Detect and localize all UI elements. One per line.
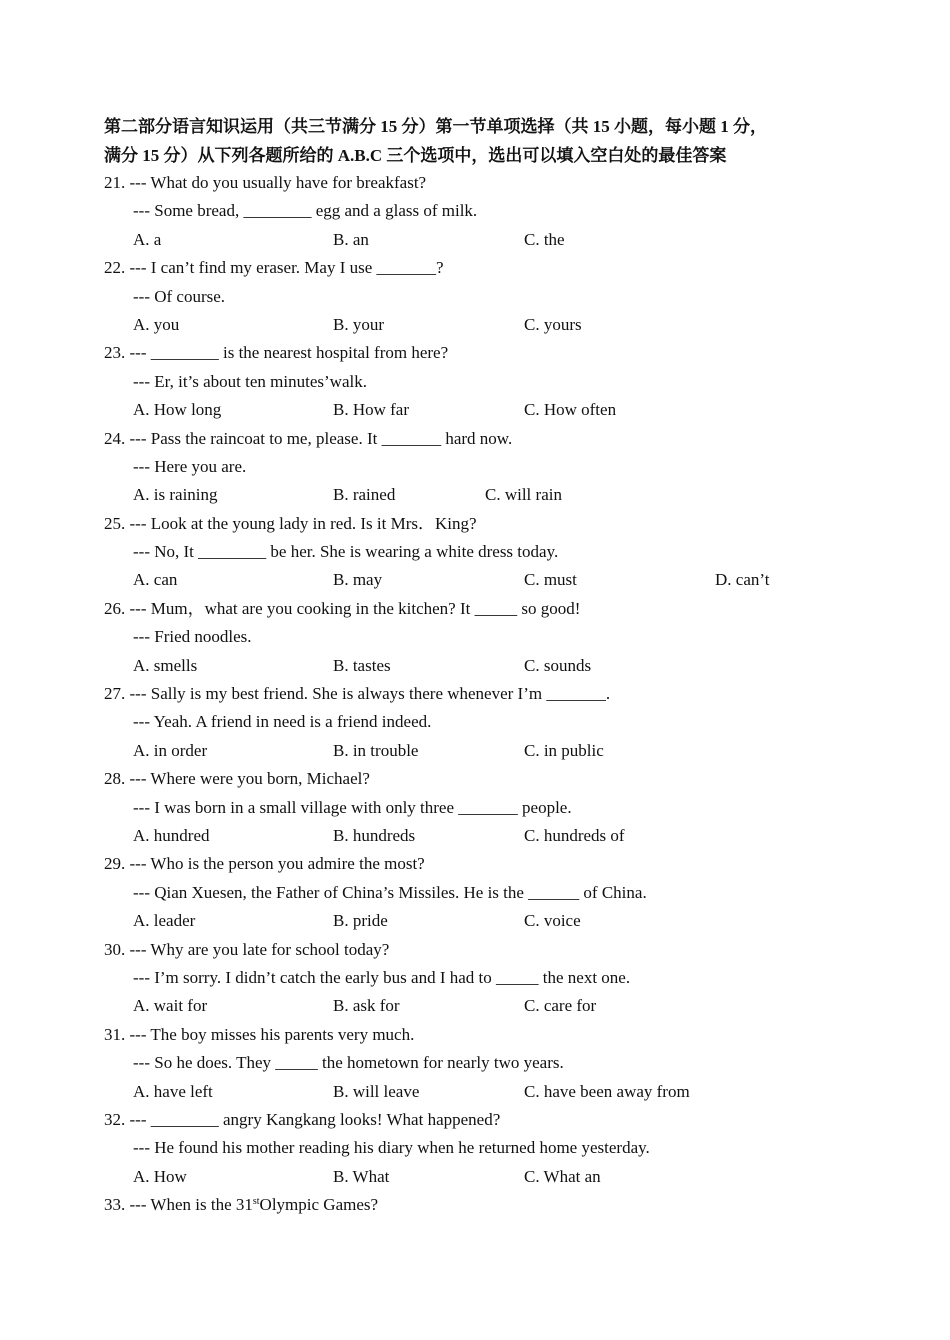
question-31-options [104, 1078, 904, 1106]
question-text: --- ________ angry Kangkang looks! What happened? [129, 1109, 501, 1129]
option-a: A. How long [133, 400, 222, 420]
option-a: A. in order [133, 740, 208, 760]
question-text: --- Look at the young lady in red. Is it Mrs．King? [129, 513, 477, 533]
question-number: 21. [104, 173, 126, 192]
option-b: B. pride [333, 911, 388, 931]
option-a: A. smells [133, 655, 198, 675]
question-23 [104, 339, 904, 367]
question-24-options [104, 481, 904, 509]
question-22 [104, 254, 904, 282]
question-27 [104, 680, 904, 708]
question-25-reply: --- No, It ________ be her. She is wearing a white dress today. [133, 542, 559, 562]
option-c: C. in public [524, 740, 604, 760]
question-31 [104, 1021, 904, 1049]
option-c: C. hundreds of [524, 825, 625, 845]
question-text: --- ________ is the nearest hospital from here? [129, 343, 449, 363]
ordinal-suffix: st [252, 1196, 260, 1208]
question-21-reply: --- Some bread, ________ egg and a glass of milk. [133, 201, 478, 221]
question-29 [104, 850, 904, 878]
question-28-reply: --- I was born in a small village with only three _______ people. [133, 797, 572, 817]
option-b: B. How far [333, 400, 410, 420]
question-27-reply: --- Yeah. A friend in need is a friend indeed. [133, 712, 432, 732]
question-number: 30. [104, 939, 126, 959]
question-number: 31. [104, 1024, 126, 1044]
question-22-reply: --- Of course. [133, 286, 226, 306]
question-text: --- What do you usually have for breakfast? [129, 173, 427, 192]
option-c: C. How often [524, 400, 617, 420]
question-24 [104, 425, 904, 453]
option-b: B. in trouble [333, 740, 419, 760]
question-text: --- I can’t find my eraser. May I use _______? [129, 258, 444, 278]
option-b: B. ask for [333, 996, 400, 1016]
question-28 [104, 765, 904, 793]
option-a: A. leader [133, 911, 196, 931]
option-b: B. What [333, 1166, 390, 1186]
option-c: C. What an [524, 1166, 601, 1186]
option-c: C. sounds [524, 655, 592, 675]
question-30-reply: --- I’m sorry. I didn’t catch the early bus and I had to _____ the next one. [133, 967, 631, 987]
option-a: A. hundred [133, 825, 210, 845]
question-25-options [104, 566, 904, 594]
option-a: A. is raining [133, 485, 218, 505]
option-a: A. wait for [133, 996, 208, 1016]
question-21 [104, 169, 904, 197]
question-26-options [104, 652, 904, 680]
section-header [104, 112, 864, 170]
question-number: 33. [104, 1195, 126, 1215]
option-a: A. can [133, 570, 178, 590]
question-number: 25. [104, 513, 126, 533]
option-c: C. the [524, 229, 565, 249]
option-c: C. must [524, 570, 577, 590]
question-text: --- Who is the person you admire the most? [129, 854, 425, 874]
option-d: D. can’t [715, 570, 770, 590]
question-number: 32. [104, 1109, 126, 1129]
option-a: A. you [133, 314, 180, 334]
option-a: A. How [133, 1166, 187, 1186]
question-28-options [104, 822, 904, 850]
question-32 [104, 1106, 904, 1134]
question-text: --- The boy misses his parents very much. [129, 1024, 415, 1044]
question-33 [104, 1191, 904, 1219]
option-c: C. voice [524, 911, 581, 931]
question-26-reply: --- Fried noodles. [133, 627, 252, 647]
option-b: B. rained [333, 485, 396, 505]
option-b: B. an [333, 229, 369, 249]
question-32-reply: --- He found his mother reading his diary when he returned home yesterday. [133, 1138, 650, 1158]
section-header-line-2: 满分 15 分）从下列各题所给的 A.B.C 三个选项中，选出可以填入空白处的最佳答案 [104, 146, 727, 165]
option-c: C. yours [524, 314, 582, 334]
question-26 [104, 595, 904, 623]
question-32-options [104, 1163, 904, 1191]
option-a: A. a [133, 229, 162, 249]
question-25 [104, 510, 904, 538]
question-21-options [104, 226, 904, 254]
question-30 [104, 936, 904, 964]
option-c: C. will rain [485, 485, 562, 505]
section-header-line-1: 第二部分语言知识运用（共三节满分 15 分）第一节单项选择（共 15 小题，每小题 1 分， [104, 117, 767, 136]
option-b: B. hundreds [333, 825, 416, 845]
question-23-reply: --- Er, it’s about ten minutes’walk. [133, 371, 367, 391]
option-b: B. will leave [333, 1081, 420, 1101]
question-number: 24. [104, 428, 126, 448]
question-24-reply: --- Here you are. [133, 456, 247, 476]
option-b: B. may [333, 570, 383, 590]
question-number: 29. [104, 854, 126, 874]
question-text: --- Where were you born, Michael? [129, 769, 370, 789]
option-b: B. your [333, 314, 384, 334]
question-list [104, 169, 904, 1219]
question-number: 22. [104, 258, 126, 278]
question-text: --- Sally is my best friend. She is always there whenever I’m _______. [129, 684, 611, 704]
question-29-reply: --- Qian Xuesen, the Father of China’s Missiles. He is the ______ of China. [133, 882, 647, 902]
question-27-options [104, 737, 904, 765]
option-c: C. have been away from [524, 1081, 690, 1101]
question-29-options [104, 907, 904, 935]
question-number: 23. [104, 343, 126, 363]
question-number: 26. [104, 598, 126, 618]
question-31-reply: --- So he does. They _____ the hometown for nearly two years. [133, 1053, 564, 1073]
question-text: --- Pass the raincoat to me, please. It _______ hard now. [129, 428, 513, 448]
option-b: B. tastes [333, 655, 391, 675]
option-a: A. have left [133, 1081, 213, 1101]
question-number: 27. [104, 684, 126, 704]
question-30-options [104, 992, 904, 1020]
option-c: C. care for [524, 996, 597, 1016]
question-text: --- Why are you late for school today? [129, 939, 390, 959]
question-text: --- Mum，what are you cooking in the kitchen? It _____ so good! [129, 598, 581, 618]
question-text-start: --- When is the 31 [129, 1195, 253, 1215]
question-23-options [104, 396, 904, 424]
question-22-options [104, 311, 904, 339]
question-text-end: Olympic Games? [259, 1195, 379, 1215]
question-number: 28. [104, 769, 126, 789]
